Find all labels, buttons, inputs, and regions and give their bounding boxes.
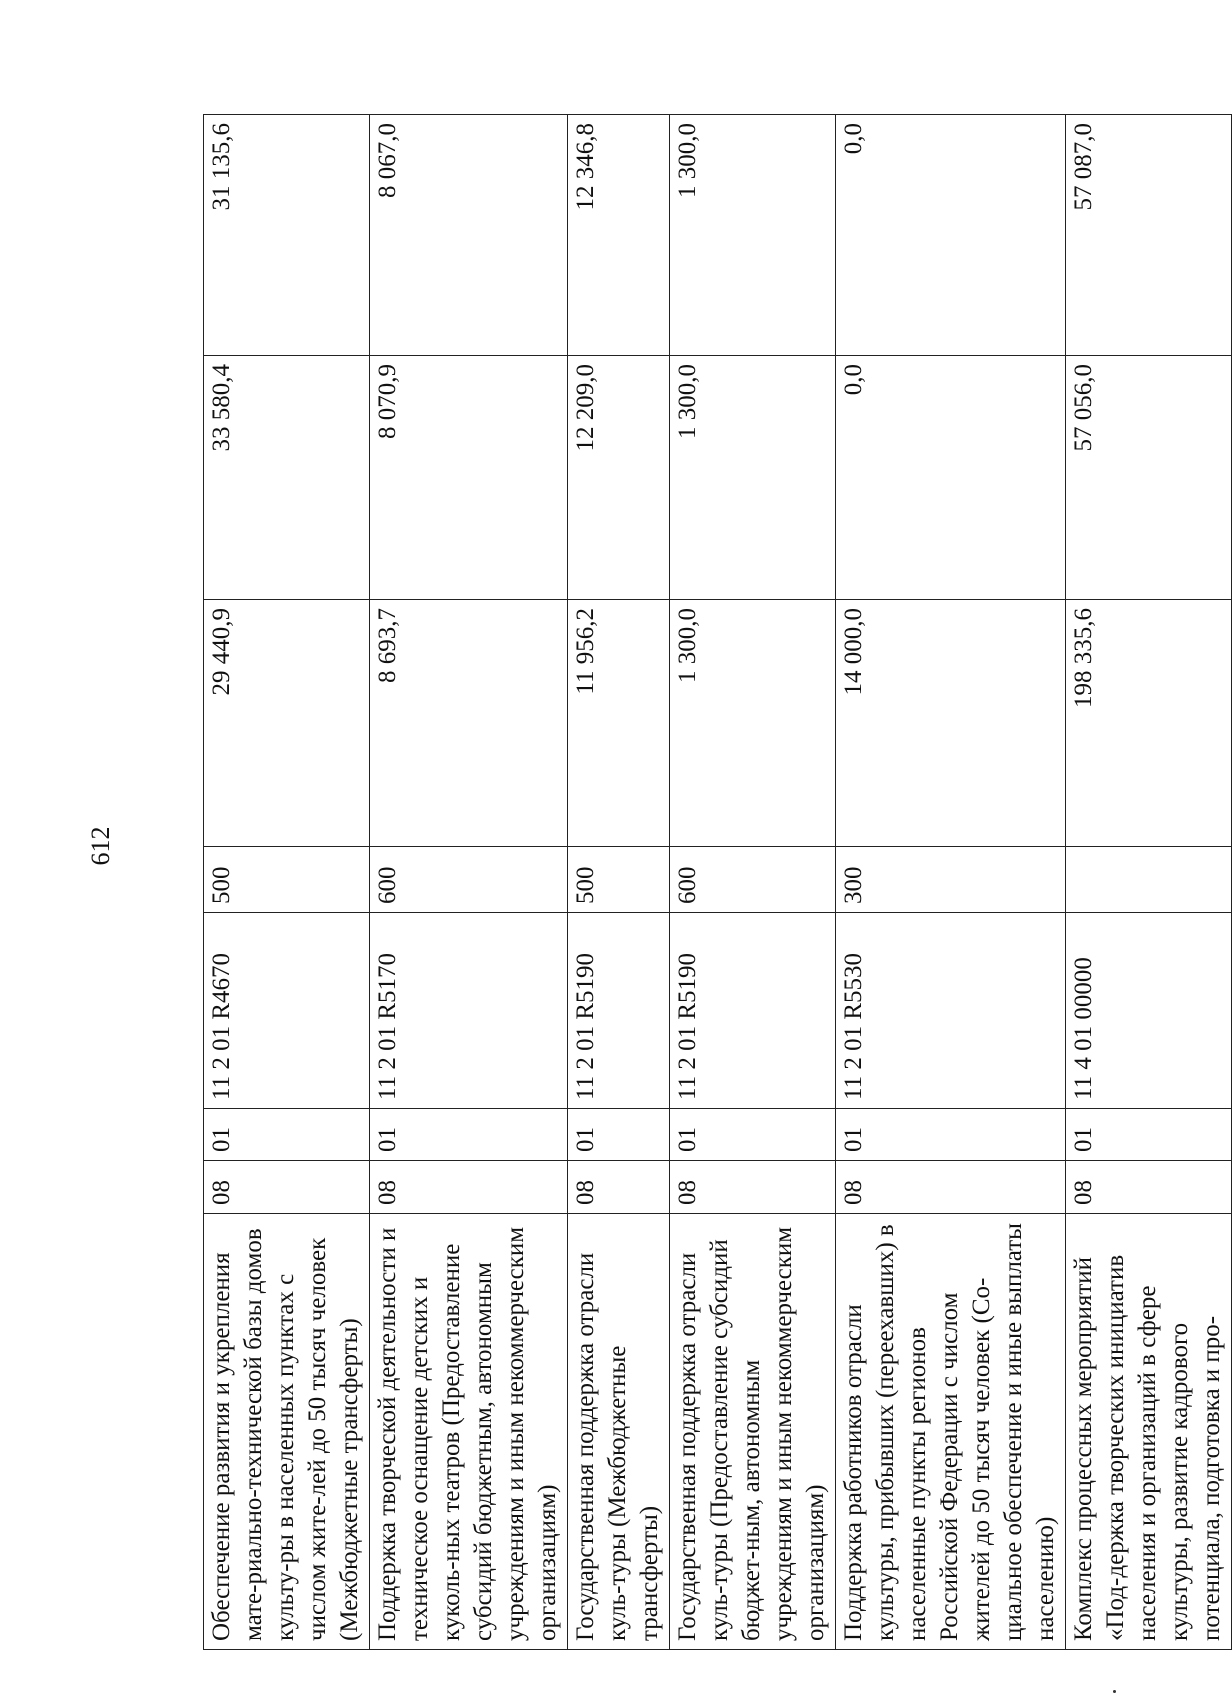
amount-year1-cell: 1 300,0 — [670, 600, 836, 847]
expense-type-cell: 500 — [204, 847, 370, 913]
amount-year1-cell: 8 693,7 — [370, 600, 568, 847]
section-code-cell: 08 — [568, 1161, 670, 1214]
scan-speck — [1113, 1690, 1116, 1693]
subsection-code-cell: 01 — [204, 1109, 370, 1161]
amount-year1-cell: 29 440,9 — [204, 600, 370, 847]
expense-name-cell: Государственная поддержка отрасли куль-туры (Предоставление субсидий бюджет-ным, автономным учреждениям и иным некоммерческим организациям) — [670, 1214, 836, 1650]
table-row — [670, 115, 836, 1650]
rotated-table-content — [203, 115, 1225, 1650]
amount-year3-cell: 8 067,0 — [370, 115, 568, 356]
table-row — [204, 115, 370, 1650]
expense-type-cell: 600 — [670, 847, 836, 913]
amount-year3-cell: 0,0 — [836, 115, 1066, 356]
section-code-cell: 08 — [1066, 1161, 1232, 1214]
amount-year3-cell: 57 087,0 — [1066, 115, 1232, 356]
section-code-cell: 08 — [204, 1161, 370, 1214]
amount-year2-cell: 0,0 — [836, 356, 1066, 600]
amount-year1-cell: 198 335,6 — [1066, 600, 1232, 847]
table-row — [836, 115, 1066, 1650]
subsection-code-cell: 01 — [1066, 1109, 1232, 1161]
expense-type-cell: 600 — [370, 847, 568, 913]
amount-year2-cell: 1 300,0 — [670, 356, 836, 600]
subsection-code-cell: 01 — [568, 1109, 670, 1161]
section-code-cell: 08 — [670, 1161, 836, 1214]
section-code-cell: 08 — [370, 1161, 568, 1214]
expense-name-cell: Государственная поддержка отрасли куль-туры (Межбюджетные трансферты) — [568, 1214, 670, 1650]
target-article-cell: 11 2 01 R4670 — [204, 913, 370, 1109]
target-article-cell: 11 2 01 R5190 — [670, 913, 836, 1109]
amount-year2-cell: 33 580,4 — [204, 356, 370, 600]
section-code-cell: 08 — [836, 1161, 1066, 1214]
expense-name-cell: Поддержка работников отрасли культуры, прибывших (переехавших) в населенные пункты регионов Российской Федерации с числом жителей до 50 тысяч человек (Со-циальное обеспечение и иные выплаты населению) — [836, 1214, 1066, 1650]
subsection-code-cell: 01 — [836, 1109, 1066, 1161]
amount-year2-cell: 57 056,0 — [1066, 356, 1232, 600]
target-article-cell: 11 2 01 R5190 — [568, 913, 670, 1109]
target-article-cell: 11 2 01 R5170 — [370, 913, 568, 1109]
amount-year2-cell: 12 209,0 — [568, 356, 670, 600]
amount-year2-cell: 8 070,9 — [370, 356, 568, 600]
amount-year3-cell: 31 135,6 — [204, 115, 370, 356]
target-article-cell: 11 4 01 00000 — [1066, 913, 1232, 1109]
expense-name-cell: Обеспечение развития и укрепления мате-риально-технической базы домов культу-ры в населенных пунктах с числом жите-лей до 50 тысяч человек (Межбюджетные трансферты) — [204, 1214, 370, 1650]
amount-year1-cell: 11 956,2 — [568, 600, 670, 847]
expense-name-cell: Комплекс процессных мероприятий «Под-держка творческих инициатив населения и организаций в сфере культуры, развитие кадрового потенциала, подготовка и про- — [1066, 1214, 1232, 1650]
target-article-cell: 11 2 01 R5530 — [836, 913, 1066, 1109]
expense-type-cell: 300 — [836, 847, 1066, 913]
subsection-code-cell: 01 — [370, 1109, 568, 1161]
table-row — [1066, 115, 1232, 1650]
expense-name-cell: Поддержка творческой деятельности и техническое оснащение детских и куколь-ных театров (Предоставление субсидий бюджетным, автономным учреждениям и иным некоммерческим организациям) — [370, 1214, 568, 1650]
expense-type-cell — [1066, 847, 1232, 913]
page-number: 612 — [86, 826, 115, 866]
amount-year3-cell: 12 346,8 — [568, 115, 670, 356]
table-row — [370, 115, 568, 1650]
budget-table — [203, 114, 1232, 1650]
amount-year3-cell: 1 300,0 — [670, 115, 836, 356]
rotated-table-frame — [203, 115, 1225, 1650]
table-row — [568, 115, 670, 1650]
subsection-code-cell: 01 — [670, 1109, 836, 1161]
amount-year1-cell: 14 000,0 — [836, 600, 1066, 847]
expense-type-cell: 500 — [568, 847, 670, 913]
